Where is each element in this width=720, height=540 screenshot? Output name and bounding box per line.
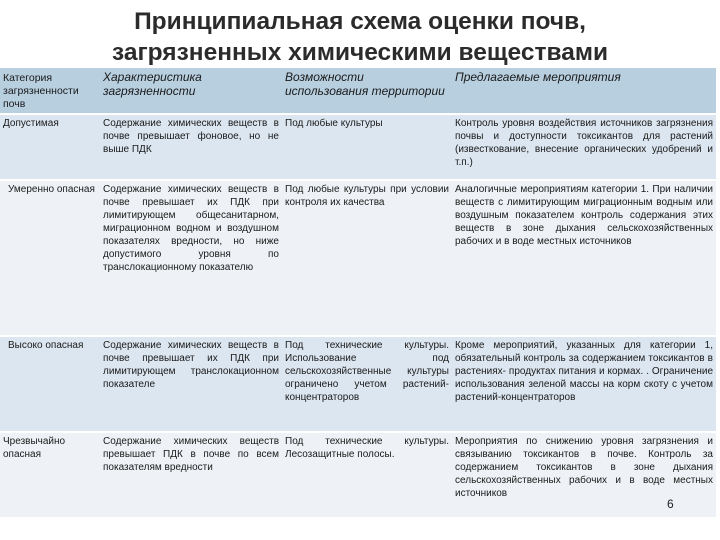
row-usage: Под любые культуры [282, 114, 452, 180]
header-measures: Предлагаемые мероприятия [452, 68, 716, 114]
header-usage: Возможности использования территории [282, 68, 452, 114]
page-number: 6 [667, 497, 674, 511]
soil-assessment-table [0, 68, 716, 519]
row-measures: Кроме мероприятий, указанных для категории 1, обязательный контроль за содержанием токсикантов в растениях- продуктах питания и кормах. . Ограничение использования зеленой массы на корм скоту с учетом растений-концентраторов [452, 336, 716, 432]
row-characteristic: Содержание химических веществ в почве превышает их ПДК при лимитирующем общесанитарном, миграционном водном и воздушном показателях вредности, но ниже допустимого уровня по транслокационному показателю [100, 180, 282, 336]
soil-assessment-table-container [0, 68, 716, 519]
row-usage: Под любые культуры при условии контроля их качества [282, 180, 452, 336]
table-row [0, 114, 716, 180]
slide-title [0, 6, 720, 68]
row-characteristic: Содержание химических веществ в почве превышает фоновое, но не выше ПДК [100, 114, 282, 180]
row-characteristic: Содержание химических веществ в почве превышает их ПДК при лимитирующем транслокационном показателе [100, 336, 282, 432]
title-line-1: Принципиальная схема оценки почв, [134, 8, 586, 35]
row-measures: Контроль уровня воздействия источников загрязнения почвы и доступности токсикантов для растений (известкование, внесение органических удобрений и т.п.) [452, 114, 716, 180]
header-category: Категория загрязненности почв [0, 68, 100, 114]
row-characteristic: Содержание химических веществ превышает ПДК в почве по всем показателям вредности [100, 432, 282, 518]
row-category: Высоко опасная [0, 336, 100, 432]
row-measures: Мероприятия по снижению уровня загрязнения и связыванию токсикантов в почве. Контроль за содержанием токсикантов в зоне дыхания сельскохозяйственных рабочих и в воде местных источников [452, 432, 716, 518]
table-row [0, 180, 716, 336]
row-usage: Под технические культуры. Лесозащитные полосы. [282, 432, 452, 518]
table-header-row [0, 68, 716, 114]
header-characteristic: Характеристика загрязненности [100, 68, 282, 114]
title-line-2: загрязненных химическими веществами [111, 39, 609, 66]
table-row [0, 432, 716, 518]
row-usage: Под технические культуры. Использование под сельскохозяйственные культуры ограничено учетом растений-концентраторов [282, 336, 452, 432]
table-row [0, 336, 716, 432]
row-category: Чрезвычайно опасная [0, 432, 100, 518]
row-category: Допустимая [0, 114, 100, 180]
row-measures: Аналогичные мероприятиям категории 1. При наличии веществ с лимитирующим миграционным водным или воздушным показателем контроль содержания этих веществ в зоне дыхания сельскохозяйственных рабочих и в воде местных источников [452, 180, 716, 336]
row-category: Умеренно опасная [0, 180, 100, 336]
